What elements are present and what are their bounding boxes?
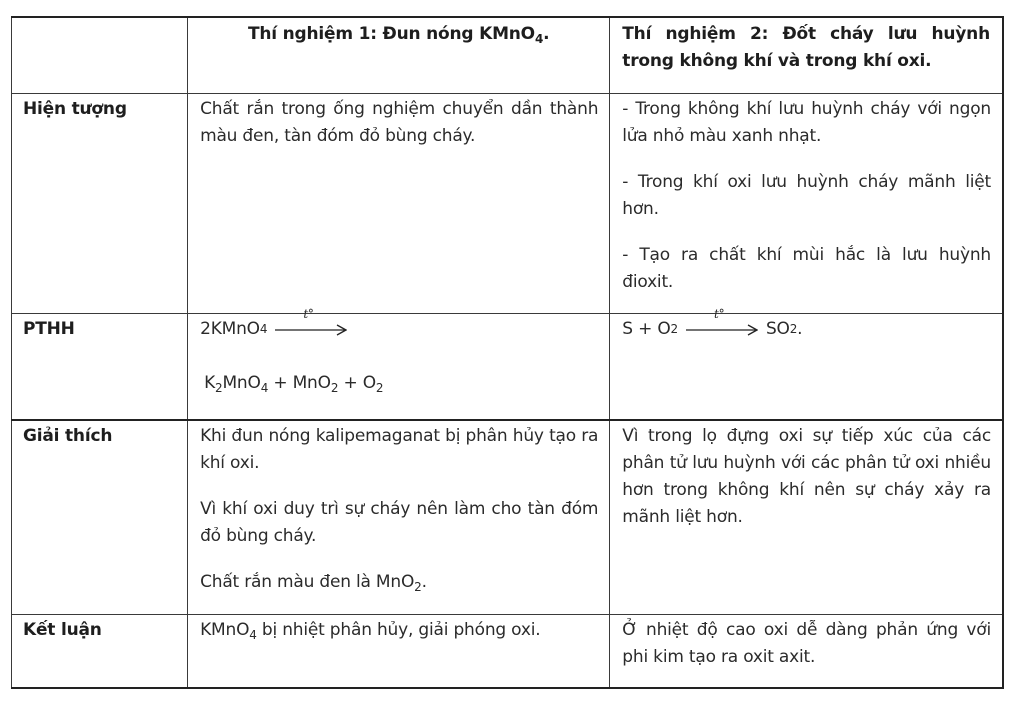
ket-luan-exp1-text: KMnO$_4$ bị nhiệt phân hủy, giải phóng oxi.: [200, 619, 541, 642]
pthh-exp2-cell: [610, 307, 1003, 420]
row-hien-tuong: [12, 93, 1004, 313]
reaction-arrow-icon: t°: [686, 322, 758, 336]
ket-luan-exp2-text: Ở nhiệt độ cao oxi dễ dàng phản ứng với phi kim tạo ra oxit axit.: [622, 619, 991, 667]
pthh-exp1-cell: [188, 307, 610, 420]
row-label-giai-thich: Giải thích: [23, 426, 113, 446]
ket-luan-exp2-cell: [610, 614, 1003, 688]
row-pthh: [12, 313, 1004, 420]
hien-tuong-exp2-line: - Trong khí oxi lưu huỳnh cháy mãnh liệt hơn.: [622, 171, 991, 219]
row-label-cell: [12, 93, 188, 313]
giai-thich-exp2-cell: [610, 420, 1003, 614]
hien-tuong-exp1-cell: [188, 93, 610, 313]
giai-thich-exp1-text: [188, 421, 609, 596]
row-label-hien-tuong: Hiện tượng: [23, 98, 127, 119]
giai-thich-exp1-line: Khi đun nóng kalipemaganat bị phân hủy tạo ra khí oxi.: [200, 426, 599, 473]
hien-tuong-exp2-text: [610, 94, 1002, 296]
giai-thich-exp1-line: Vì khí oxi duy trì sự cháy nên làm cho tàn đóm đỏ bùng cháy.: [200, 499, 599, 546]
header-experiment-1-text: Thí nghiệm 1: Đun nóng KMnO$_4$.: [248, 24, 550, 46]
giai-thich-exp1-line: Chất rắn màu đen là MnO$_2$.: [200, 572, 427, 594]
row-label-ket-luan: Kết luận: [23, 619, 102, 640]
equation-products-line: $K_2MnO_4 + MnO_2 + O_2$: [204, 372, 384, 395]
ket-luan-exp1-cell: [188, 614, 610, 688]
row-ket-luan: [12, 614, 1004, 688]
hien-tuong-exp2-line: - Tạo ra chất khí mùi hắc là lưu huỳnh đioxit.: [622, 244, 991, 292]
header-experiment-2-text: Thí nghiệm 2: Đốt cháy lưu huỳnh trong không khí và trong khí oxi.: [622, 24, 990, 71]
header-experiment-1: [188, 17, 610, 93]
hien-tuong-exp2-cell: [610, 93, 1003, 313]
giai-thich-exp1-cell: [188, 420, 610, 614]
row-label-cell: [12, 313, 188, 420]
hien-tuong-exp1-text: Chất rắn trong ống nghiệm chuyển dần thành màu đen, tàn đóm đỏ bùng cháy.: [200, 98, 599, 146]
pthh-exp2-equation: [610, 307, 1002, 343]
row-label-cell: [12, 614, 188, 688]
reaction-arrow-icon: t°: [275, 322, 347, 336]
equation-reactant-line: 2KMnO 4 t°: [200, 316, 598, 343]
equation-line: S + O 2 t° SO 2 .: [622, 307, 803, 339]
giai-thich-exp2-text: Vì trong lọ đựng oxi sự tiếp xúc của các phân tử lưu huỳnh với các phân tử oxi nhiều hơn trong không khí nên sự cháy xảy ra mãnh liệt hơn.: [622, 426, 991, 527]
header-empty-cell: [12, 17, 188, 93]
header-experiment-2: [610, 17, 1003, 93]
header-row: [12, 17, 1004, 93]
row-label-cell: [12, 420, 188, 614]
experiment-table: [11, 16, 1004, 689]
row-label-pthh: PTHH: [23, 318, 75, 339]
pthh-exp1-equation: [188, 307, 609, 397]
row-giai-thich: [12, 420, 1004, 614]
hien-tuong-exp2-line: - Trong không khí lưu huỳnh cháy với ngọn lửa nhỏ màu xanh nhạt.: [622, 98, 991, 146]
